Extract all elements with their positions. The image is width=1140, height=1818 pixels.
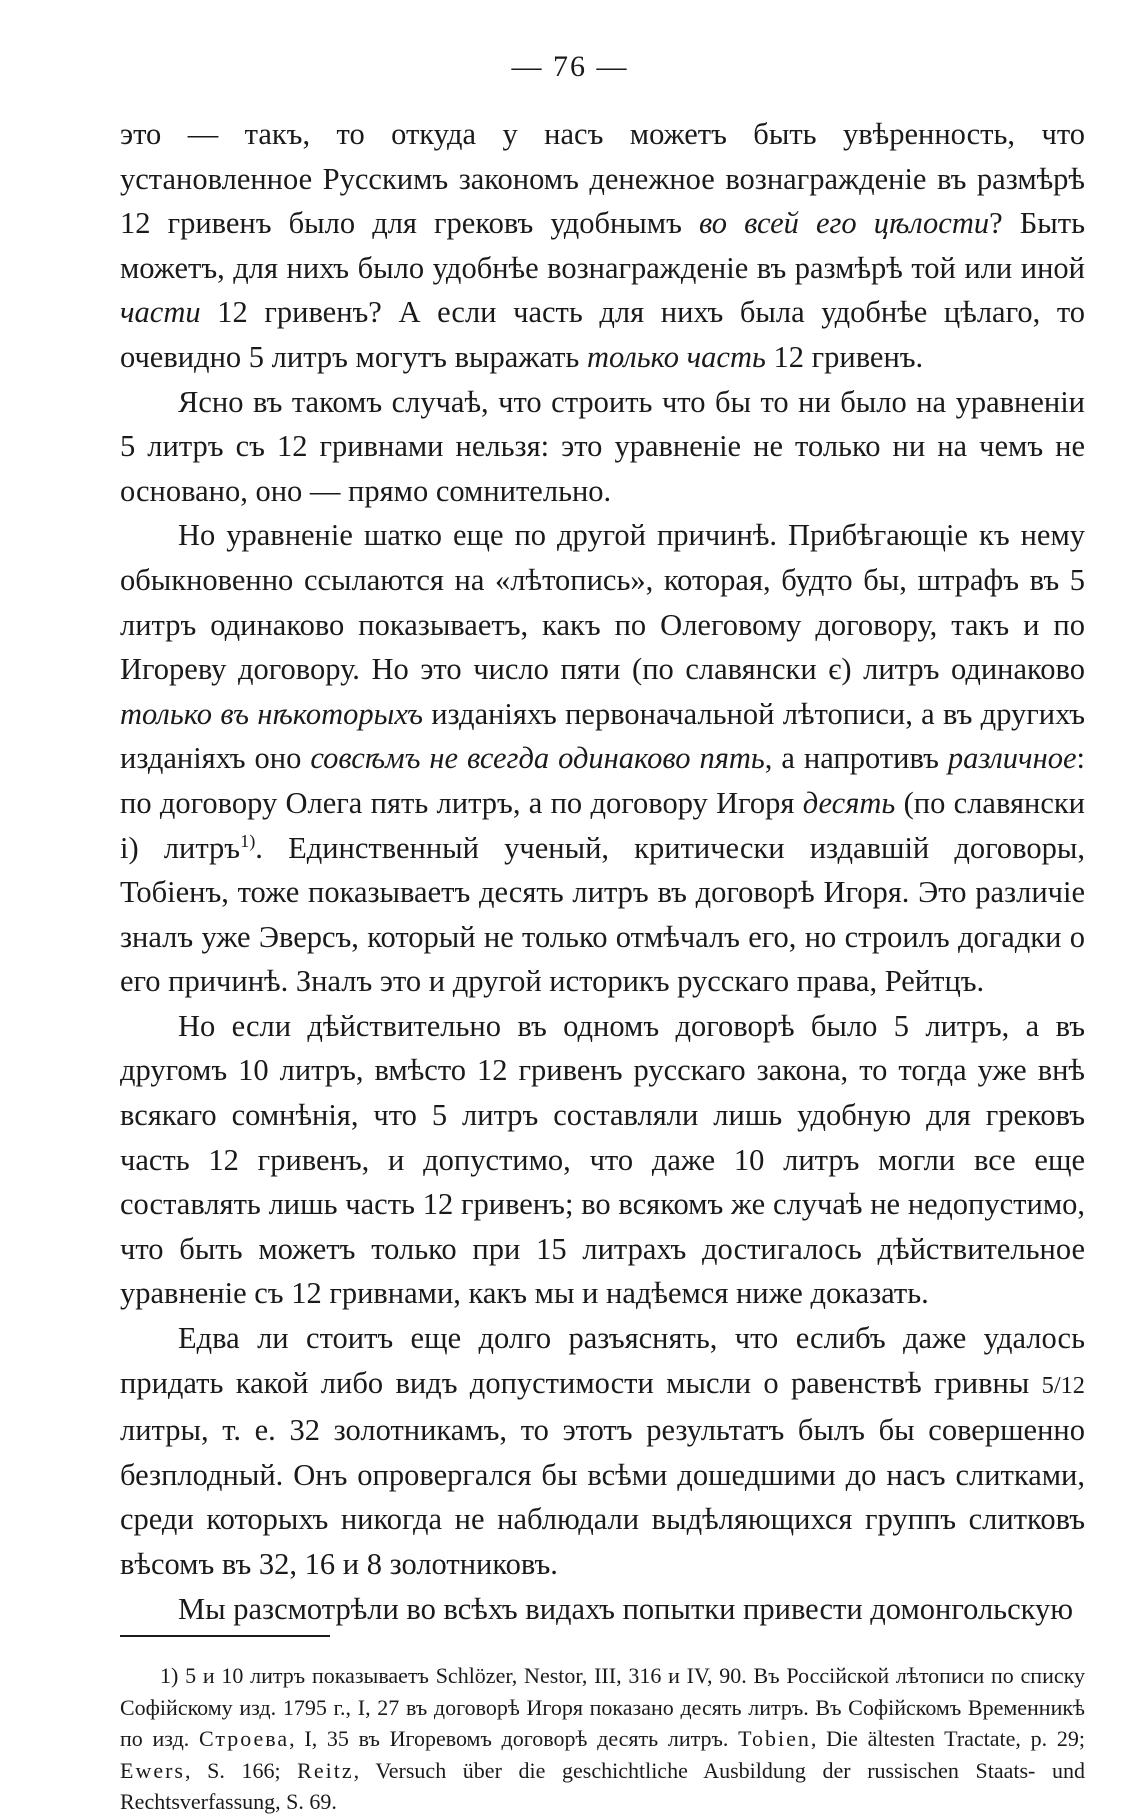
text-run: , Versuch über die geschichtliche Ausbildung der russischen Staats- und Rechtsverfassung, S. 69. bbox=[120, 1757, 1085, 1814]
text-run: Едва ли стоитъ еще долго разъяснять, что еслибъ даже удалось придать какой либо видъ допустимости мысли о равенствѣ гривны bbox=[120, 1321, 1085, 1400]
paragraph bbox=[120, 1004, 1085, 1316]
text-run: : по договору Олега пять литръ, а по договору Игоря bbox=[120, 741, 1085, 820]
text-run: литры, т. е. 32 золотникамъ, то этотъ результатъ былъ бы совершенно безплодный. Онъ опровергался бы всѣми дошедшими до насъ слитками, среди которыхъ никогда не наблюдали выдѣляющихся группъ слитковъ вѣсомъ въ 32, 16 и 8 золотниковъ. bbox=[120, 1413, 1085, 1581]
footnote bbox=[120, 1660, 1085, 1818]
italic-emphasis: десять bbox=[802, 785, 896, 820]
italic-emphasis: только въ нѣкоторыхъ bbox=[120, 696, 423, 731]
text-run: Но уравненіе шатко еще по другой причинѣ. Прибѣгающіе къ нему обыкновенно ссылаются на «лѣтопись», которая, будто бы, штрафъ въ 5 литръ одинаково показываетъ, какъ по Олеговому договору, такъ и по Игореву договору. Но это число пяти (по славянски є) литръ одинаково bbox=[120, 518, 1085, 687]
paragraph bbox=[120, 1316, 1085, 1587]
spaced-author-name: Ewers bbox=[120, 1757, 185, 1783]
footnote-reference: 1) bbox=[240, 830, 256, 851]
text-run: ? Быть можетъ, для нихъ было удобнѣе вознагражденіе въ размѣрѣ той или иной bbox=[120, 206, 1085, 285]
italic-emphasis: только часть bbox=[586, 339, 766, 374]
paragraph bbox=[120, 513, 1085, 1004]
body-text bbox=[120, 112, 1085, 1631]
text-run: 12 гривенъ. bbox=[765, 339, 924, 374]
page-number: — 76 — bbox=[511, 50, 629, 83]
text-run: Но если дѣйствительно въ одномъ договорѣ было 5 литръ, а въ другомъ 10 литръ, вмѣсто 12 гривенъ русскаго закона, то тогда уже внѣ всякаго сомнѣнія, что 5 литръ составляли лишь удобную для грековъ часть 12 гривенъ, и допустимо, что даже 10 литръ могли все еще составлять лишь часть 12 гривенъ; во всякомъ же случаѣ не недопустимо, что быть можетъ только при 15 литрахъ достигалось дѣйствительное уравненіе съ 12 гривнами, какъ мы и надѣемся ниже доказать. bbox=[120, 1008, 1085, 1311]
text-run: Ясно въ такомъ случаѣ, что строить что бы то ни было на уравненіи 5 литръ съ 12 гривнами нельзя: это уравненіе не только ни на чемъ не основано, оно — прямо сомнительно. bbox=[120, 384, 1085, 508]
text-run: (по славянски і) литръ bbox=[120, 785, 1085, 865]
italic-emphasis: части bbox=[120, 295, 201, 330]
text-run: . Единственный ученый, критически издавшій договоры, Тобіенъ, тоже показываетъ десять литръ въ договорѣ Игоря. Это различіе зналъ уже Эверсъ, который не только отмѣчалъ его, но строилъ догадки о его причинѣ. Зналъ это и другой историкъ русскаго права, Рейтцъ. bbox=[120, 830, 1085, 999]
text-run: 1) 5 и 10 литръ показываетъ Schlözer, Nestor, III, 316 и IV, 90. Въ Россійской лѣтописи по списку Софійскому изд. 1795 г., I, 27 въ договорѣ Игоря показано десять литръ. Въ Софійскомъ Временникѣ по изд. bbox=[120, 1663, 1085, 1751]
spaced-author-name: Строева bbox=[198, 1726, 290, 1751]
spaced-author-name: Tobien bbox=[738, 1726, 811, 1751]
text-run: изданіяхъ первоначальной лѣтописи, а въ другихъ изданіяхъ оно bbox=[120, 696, 1085, 776]
spaced-author-name: Reitz bbox=[297, 1757, 354, 1783]
text-run: , S. 166; bbox=[184, 1757, 298, 1783]
text-run: 12 гривенъ? А если часть для нихъ была удобнѣе цѣлаго, то очевидно 5 литръ могутъ выражать bbox=[120, 295, 1085, 374]
text-run: , Die ältesten Tractate, p. 29; bbox=[810, 1726, 1085, 1751]
text-run: , а напротивъ bbox=[764, 741, 948, 776]
footnote-divider bbox=[120, 1635, 330, 1637]
paragraph bbox=[120, 112, 1085, 380]
italic-emphasis: различное bbox=[947, 741, 1077, 776]
footnotes bbox=[120, 1660, 1085, 1818]
italic-emphasis: совсѣмъ не всегда одинаково пять bbox=[310, 741, 765, 776]
text-run: Мы разсмотрѣли во всѣхъ видахъ попытки привести домонгольскую bbox=[178, 1591, 1074, 1626]
text-run: это — такъ, то откуда у насъ можетъ быть увѣренность, что установленное Русскимъ закономъ денежное вознагражденіе въ размѣрѣ 12 гривенъ было для грековъ удобнымъ bbox=[120, 117, 1085, 241]
text-run: , I, 35 въ Игоревомъ договорѣ десять литръ. bbox=[289, 1726, 739, 1751]
paragraph bbox=[120, 1587, 1085, 1632]
paragraph bbox=[120, 380, 1085, 514]
italic-emphasis: во всей его цѣлости bbox=[698, 206, 990, 241]
fraction: 5/12 bbox=[1041, 1371, 1085, 1399]
